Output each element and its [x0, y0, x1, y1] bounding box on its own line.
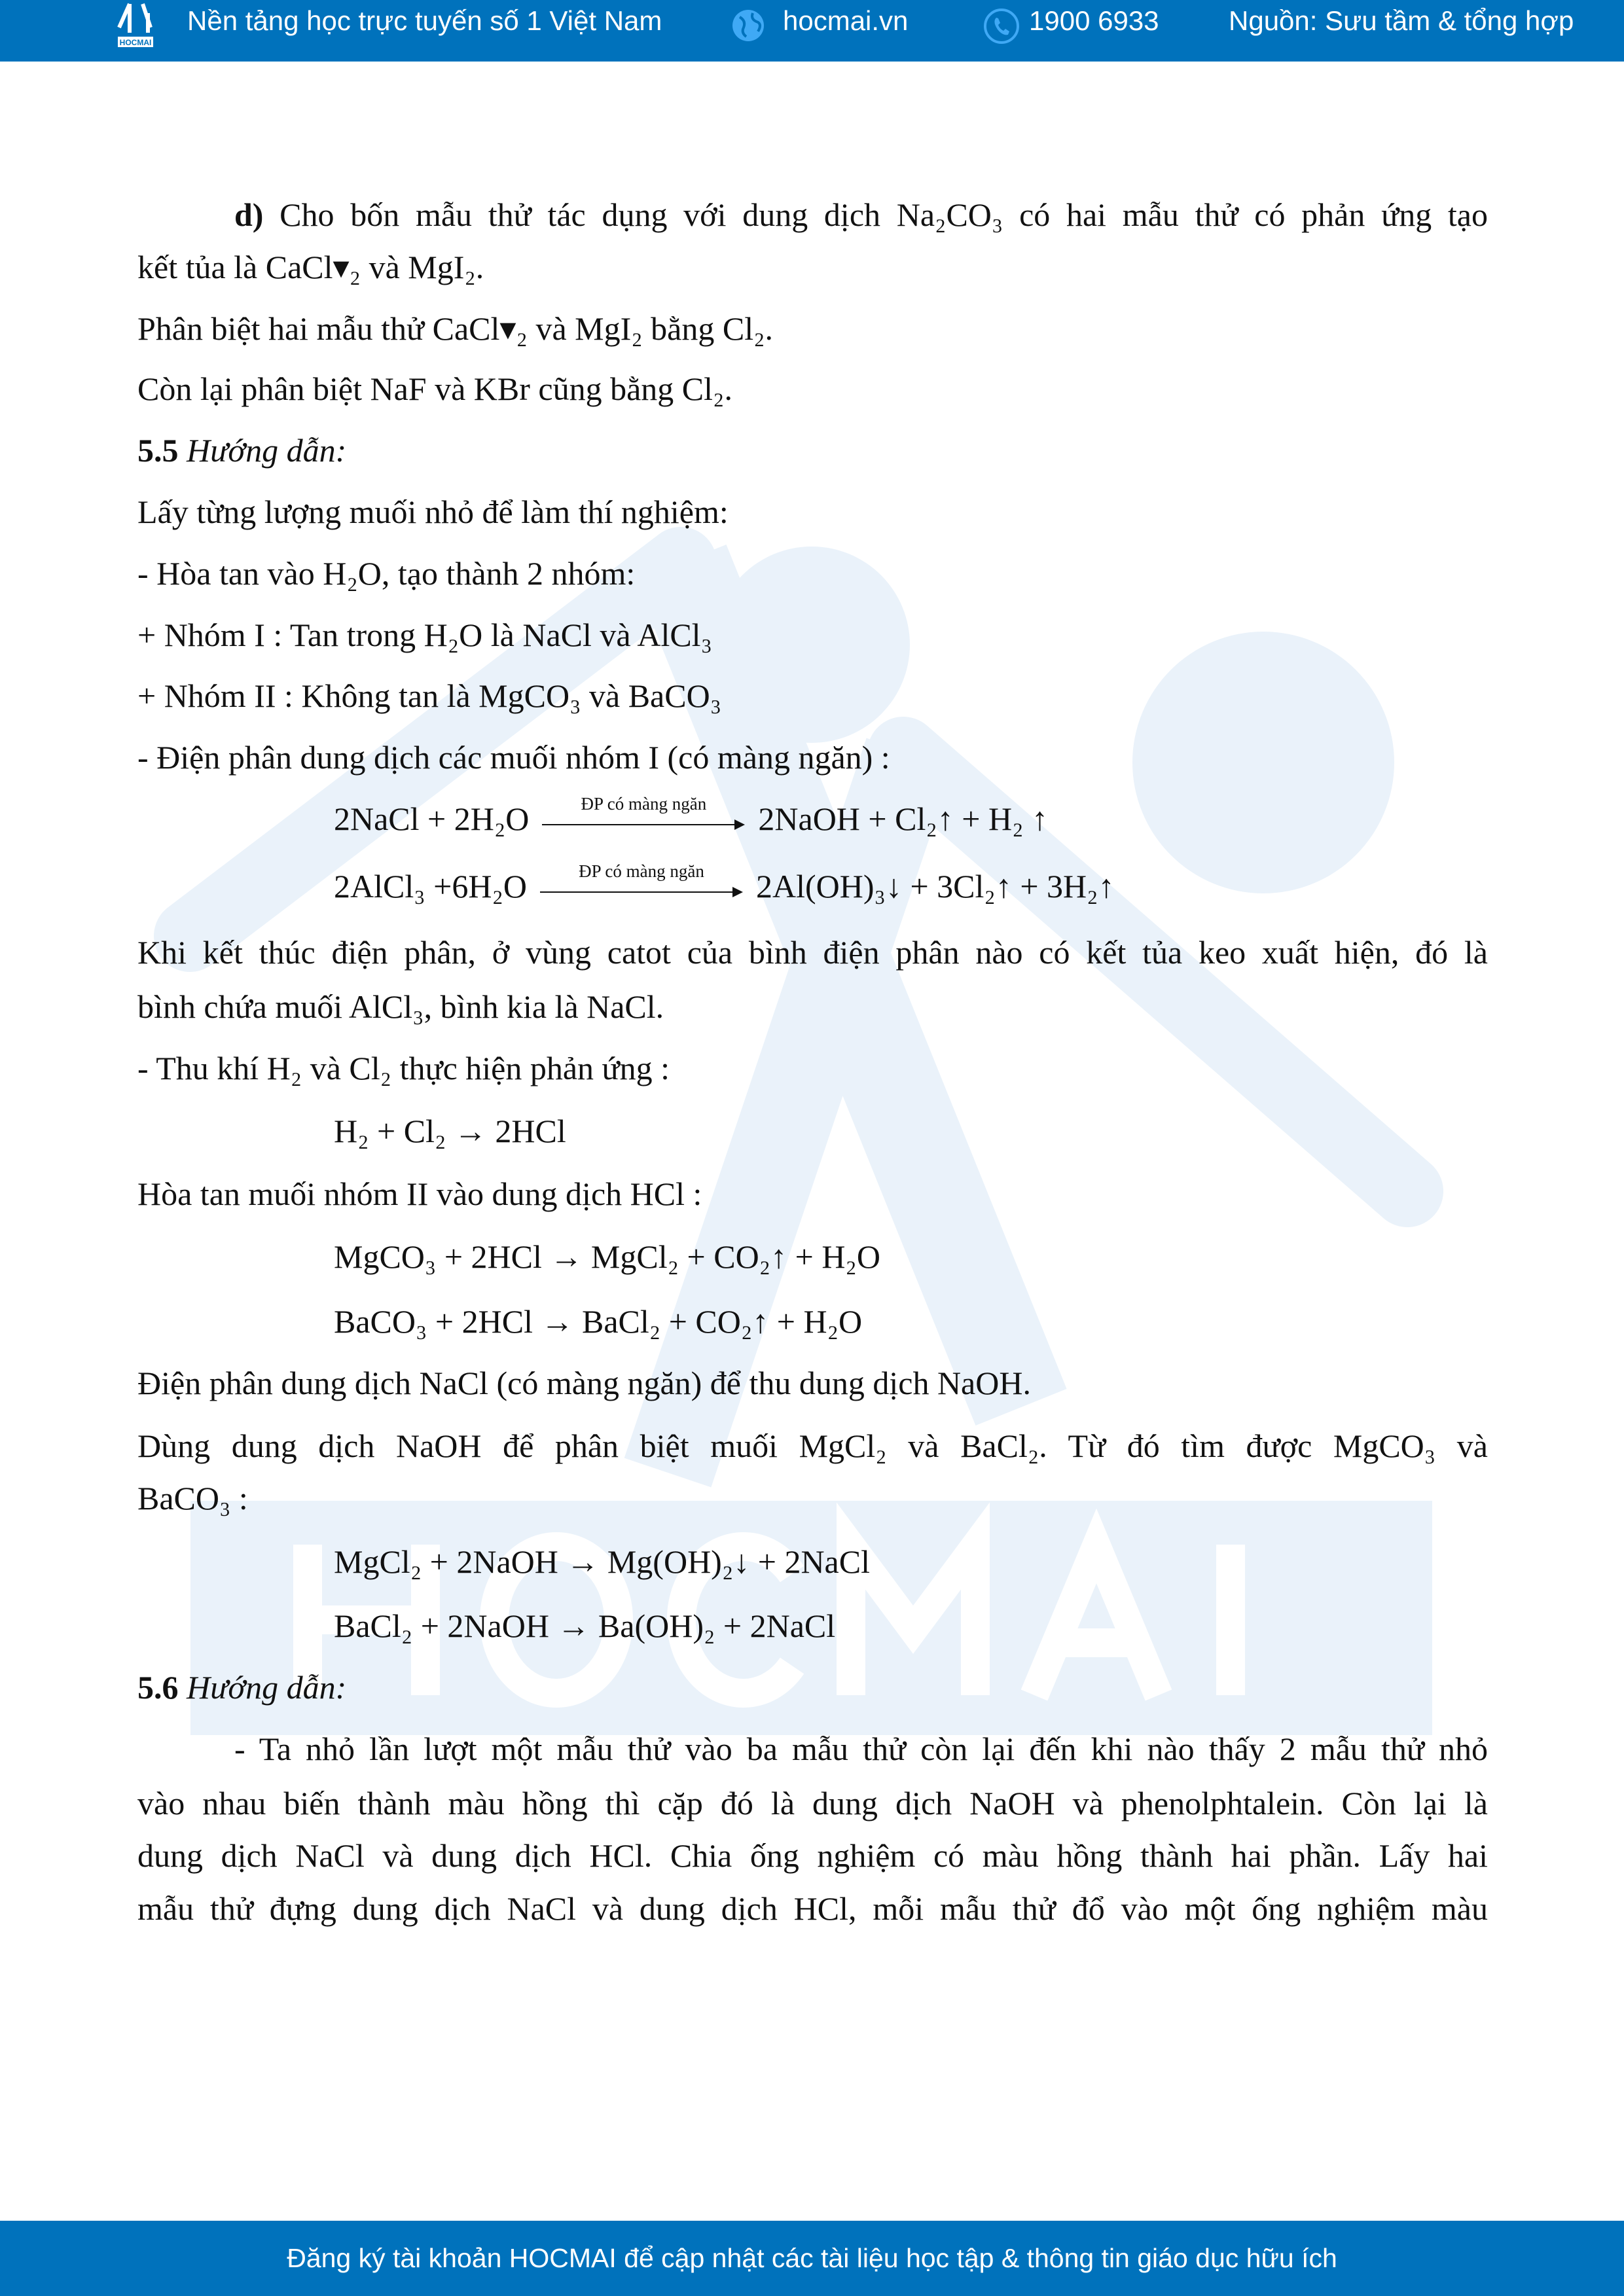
arrow-label: ĐP có màng ngăn [581, 794, 707, 814]
line-text: Điện phân dung dịch NaCl (có màng ngăn) để thu dung dịch NaOH. [137, 1365, 1031, 1401]
line-text: mẫu thử đựng dung dịch NaCl và dung dịch HCl, mỗi mẫu thử đổ vào một ống nghiệm màu [137, 1890, 1488, 1927]
text-line [137, 492, 729, 531]
line-text: - Hòa tan vào H₂O, tạo thành 2 nhóm: [137, 555, 636, 592]
line-text: Khi kết thúc điện phân, ở vùng catot của bình điện phân nào có kết tủa keo xuất hiện, đó là [137, 934, 1488, 971]
arrow-shaft [540, 891, 740, 893]
text-line [334, 1542, 870, 1581]
line-text: kết tủa là CaCl▾₂ và MgI₂. [137, 249, 484, 285]
line-text: Phân biệt hai mẫu thử CaCl▾₂ và MgI₂ bằng Cl₂. [137, 310, 774, 347]
text-line [137, 615, 712, 655]
line-text: Dùng dung dịch NaOH để phân biệt muối MgCl₂ và BaCl₂. Từ đó tìm được MgCO₃ và [137, 1427, 1488, 1464]
section-heading: Hướng dẫn: [178, 432, 347, 469]
line-text: vào nhau biến thành màu hồng thì cặp đó là dung dịch NaOH và phenolphtalein. Còn lại là [137, 1785, 1488, 1821]
arrow-head-icon [732, 887, 743, 897]
text-line [137, 309, 773, 348]
text-line [137, 1836, 1488, 1875]
website-link[interactable]: hocmai.vn [783, 5, 909, 36]
line-text: - Thu khí H₂ và Cl₂ thực hiện phản ứng : [137, 1050, 670, 1086]
equation-line [334, 861, 1115, 906]
line-text: Còn lại phân biệt NaF và KBr cũng bằng Cl₂. [137, 370, 732, 407]
footer-bar[interactable] [0, 2221, 1624, 2296]
text-line [234, 1729, 1488, 1768]
line-text: Hòa tan muối nhóm II vào dung dịch HCl : [137, 1175, 702, 1212]
line-text: Cho bốn mẫu thử tác dụng với dung dịch Na₂CO₃ có hai mẫu thử có phản ứng tạo [263, 196, 1488, 233]
text-line [137, 676, 721, 715]
text-line [137, 247, 484, 287]
line-text: + Nhóm I : Tan trong H₂O là NaCl và AlCl₃ [137, 617, 713, 653]
line-text: bình chứa muối AlCl₃, bình kia là NaCl. [137, 988, 664, 1025]
text-line [137, 1668, 346, 1707]
text-line [137, 431, 346, 470]
arrow-shaft [542, 824, 742, 825]
line-text: BaCO₃ + 2HCl → BaCl₂ + CO₂↑ + H₂O [334, 1303, 863, 1340]
text-line [334, 1111, 566, 1151]
text-line [334, 1606, 835, 1645]
phone-number[interactable]: 1900 6933 [1029, 5, 1159, 36]
svg-text:HOCMAI: HOCMAI [119, 38, 152, 47]
line-text: dung dịch NaCl và dung dịch HCl. Chia ống nghiệm có màu hồng thành hai phần. Lấy hai [137, 1837, 1488, 1874]
section-label: 5.5 [137, 432, 179, 469]
line-text: MgCl₂ + 2NaOH → Mg(OH)₂↓ + 2NaCl [334, 1543, 870, 1580]
line-text: BaCO₃ : [137, 1480, 248, 1516]
text-line [137, 554, 635, 593]
text-line [137, 933, 1488, 972]
text-line [137, 1479, 248, 1518]
line-text: BaCl₂ + 2NaOH → Ba(OH)₂ + 2NaCl [334, 1607, 836, 1644]
slogan: Nền tảng học trực tuyến số 1 Việt Nam [187, 5, 662, 36]
equation-line [334, 794, 1049, 838]
header-bar [0, 0, 1624, 62]
line-text: H₂ + Cl₂ → 2HCl [334, 1113, 566, 1149]
reaction-arrow-icon [542, 794, 745, 838]
section-heading: Hướng dẫn: [178, 1669, 347, 1706]
line-text: - Ta nhỏ lần lượt một mẫu thử vào ba mẫu thử còn lại đến khi nào thấy 2 mẫu thử nhỏ [234, 1731, 1488, 1767]
text-line [137, 1426, 1488, 1465]
line-text: MgCO₃ + 2HCl → MgCl₂ + CO₂↑ + H₂O [334, 1238, 880, 1275]
text-line [137, 369, 732, 408]
text-line [137, 1049, 670, 1088]
line-text: - Điện phân dung dịch các muối nhóm I (có màng ngăn) : [137, 739, 890, 776]
text-line [137, 1784, 1488, 1823]
footer-text: Đăng ký tài khoản HOCMAI để cập nhật các tài liệu học tập & thông tin giáo dục hữu ích [287, 2243, 1337, 2273]
globe-icon [731, 8, 766, 43]
section-label: d) [234, 196, 264, 233]
text-line [137, 738, 890, 777]
line-text: + Nhóm II : Không tan là MgCO₃ và BaCO₃ [137, 677, 722, 714]
reaction-arrow-icon [540, 861, 743, 906]
hocmai-logo [117, 1, 174, 48]
section-label: 5.6 [137, 1669, 179, 1706]
text-line [137, 1889, 1488, 1928]
arrow-label: ĐP có màng ngăn [579, 861, 704, 881]
equation-products: 2NaOH + Cl₂↑ + H₂ ↑ [758, 800, 1049, 837]
arrow-head-icon [734, 819, 745, 830]
line-text: Lấy từng lượng muối nhỏ để làm thí nghiệm: [137, 493, 729, 530]
equation-products: 2Al(OH)₃↓ + 3Cl₂↑ + 3H₂↑ [756, 868, 1115, 905]
text-line [137, 987, 664, 1026]
text-line [137, 1363, 1031, 1403]
text-line [234, 195, 1488, 234]
equation-reactants: 2NaCl + 2H₂O [334, 800, 530, 837]
source-note: Nguồn: Sưu tầm & tổng hợp [1229, 5, 1574, 36]
equation-reactants: 2AlCl₃ +6H₂O [334, 868, 528, 905]
text-line [334, 1302, 862, 1341]
phone-icon [983, 8, 1020, 45]
text-line [334, 1237, 880, 1276]
text-line [137, 1174, 702, 1213]
